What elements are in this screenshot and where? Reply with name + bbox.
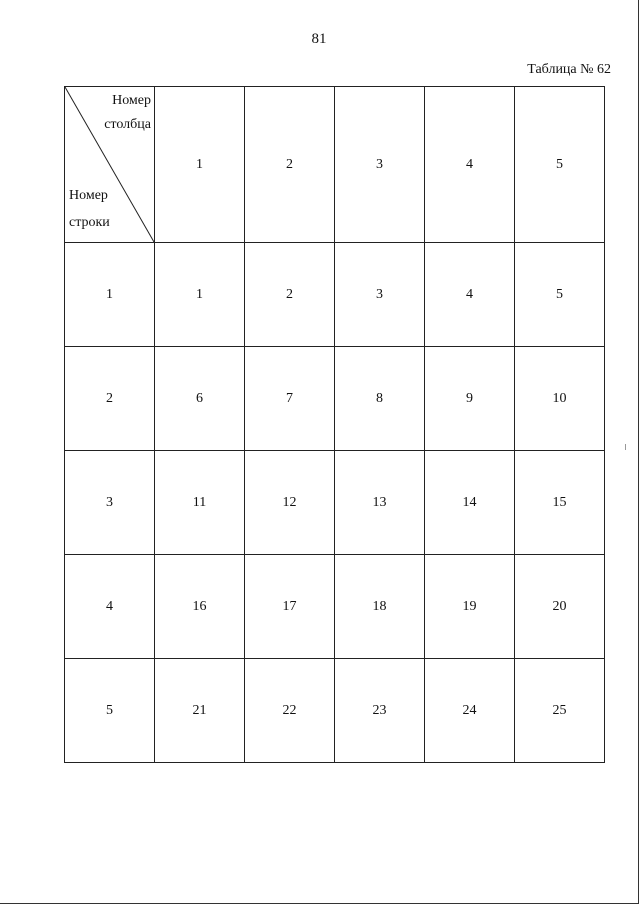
column-header-4: 4 [425,87,515,243]
table-cell: 3 [335,243,425,347]
row-header: 4 [65,555,155,659]
row-header: 2 [65,347,155,451]
table-cell: 20 [515,555,605,659]
table-cell: 23 [335,659,425,763]
table-cell: 11 [155,451,245,555]
table-cell: 15 [515,451,605,555]
scan-artifact-mark [625,444,626,450]
table-caption: Таблица № 62 [527,62,611,77]
table-cell: 17 [245,555,335,659]
table-cell: 6 [155,347,245,451]
row-number-label [69,182,110,236]
column-header-1: 1 [155,87,245,243]
table-cell: 7 [245,347,335,451]
table-cell: 13 [335,451,425,555]
table-cell: 1 [155,243,245,347]
page-number: 81 [311,31,327,47]
table-cell: 19 [425,555,515,659]
table-cell: 9 [425,347,515,451]
column-header-5: 5 [515,87,605,243]
table-cell: 16 [155,555,245,659]
table-cell: 5 [515,243,605,347]
table-cell: 21 [155,659,245,763]
table-cell: 24 [425,659,515,763]
table-cell: 22 [245,659,335,763]
table-cell: 14 [425,451,515,555]
row-label-line2: строки [69,215,110,230]
table-cell: 25 [515,659,605,763]
table-row [65,451,605,555]
row-label-line1: Номер [69,188,108,203]
table-cell: 12 [245,451,335,555]
table-row [65,243,605,347]
column-header-3: 3 [335,87,425,243]
table-row [65,659,605,763]
table-corner-cell [65,87,155,243]
table-row [65,347,605,451]
table-row [65,555,605,659]
table-cell: 18 [335,555,425,659]
table-cell: 2 [245,243,335,347]
data-table [64,86,605,763]
column-header-2: 2 [245,87,335,243]
column-number-label [104,89,151,137]
table-cell: 10 [515,347,605,451]
table-header-row [65,87,605,243]
column-label-line1: Номер [112,93,151,108]
table-cell: 4 [425,243,515,347]
row-header: 5 [65,659,155,763]
column-label-line2: столбца [104,117,151,132]
row-header: 1 [65,243,155,347]
row-header: 3 [65,451,155,555]
table-cell: 8 [335,347,425,451]
